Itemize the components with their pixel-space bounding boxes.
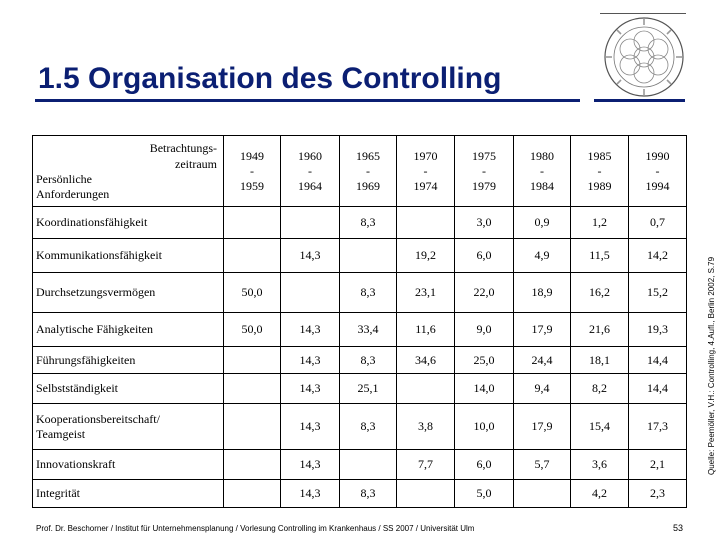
value-cell [224, 347, 281, 374]
value-cell: 3,0 [455, 207, 514, 239]
value-cell: 9,0 [455, 313, 514, 347]
value-cell: 14,3 [281, 404, 340, 450]
value-cell: 14,3 [281, 374, 340, 404]
requirements-table [32, 135, 687, 508]
value-cell [224, 239, 281, 273]
value-cell: 15,4 [571, 404, 629, 450]
period-header-2: 1965 - 1969 [340, 136, 397, 207]
value-cell: 19,2 [397, 239, 455, 273]
corner-header-cell [33, 136, 224, 207]
value-cell: 14,2 [629, 239, 687, 273]
table-row [33, 207, 687, 239]
period-header-7: 1990 - 1994 [629, 136, 687, 207]
value-cell: 14,4 [629, 347, 687, 374]
table-row [33, 404, 687, 450]
value-cell: 8,3 [340, 273, 397, 313]
value-cell: 14,3 [281, 313, 340, 347]
seal-top-line [600, 13, 686, 14]
value-cell: 17,9 [514, 313, 571, 347]
value-cell: 24,4 [514, 347, 571, 374]
requirement-label: Innovationskraft [33, 450, 224, 480]
value-cell: 34,6 [397, 347, 455, 374]
value-cell: 10,0 [455, 404, 514, 450]
value-cell: 16,2 [571, 273, 629, 313]
value-cell [224, 374, 281, 404]
value-cell: 6,0 [455, 450, 514, 480]
requirement-label: Durchsetzungsvermögen [33, 273, 224, 313]
table-row [33, 313, 687, 347]
footer-text: Prof. Dr. Beschorner / Institut für Unternehmensplanung / Vorlesung Controlling im Krankenhaus / SS 2007 / Universität Ulm [36, 524, 475, 533]
value-cell: 8,3 [340, 404, 397, 450]
value-cell: 3,8 [397, 404, 455, 450]
value-cell: 2,1 [629, 450, 687, 480]
value-cell: 9,4 [514, 374, 571, 404]
value-cell: 14,4 [629, 374, 687, 404]
period-header-3: 1970 - 1974 [397, 136, 455, 207]
page-number: 53 [673, 523, 684, 533]
period-header-1: 1960 - 1964 [281, 136, 340, 207]
requirement-label: Kooperationsbereitschaft/ Teamgeist [33, 404, 224, 450]
table-row [33, 273, 687, 313]
table-row [33, 480, 687, 508]
requirement-label: Koordinationsfähigkeit [33, 207, 224, 239]
value-cell: 33,4 [340, 313, 397, 347]
value-cell [397, 207, 455, 239]
value-cell: 11,6 [397, 313, 455, 347]
value-cell: 14,3 [281, 450, 340, 480]
value-cell: 5,7 [514, 450, 571, 480]
value-cell: 8,3 [340, 347, 397, 374]
value-cell: 4,9 [514, 239, 571, 273]
value-cell [224, 404, 281, 450]
value-cell: 5,0 [455, 480, 514, 508]
value-cell: 4,2 [571, 480, 629, 508]
value-cell: 3,6 [571, 450, 629, 480]
period-header-6: 1985 - 1989 [571, 136, 629, 207]
value-cell: 15,2 [629, 273, 687, 313]
value-cell: 23,1 [397, 273, 455, 313]
value-cell: 17,3 [629, 404, 687, 450]
title-underline [35, 99, 580, 102]
period-header-5: 1980 - 1984 [514, 136, 571, 207]
value-cell: 18,9 [514, 273, 571, 313]
university-seal-icon [602, 15, 686, 99]
period-header-4: 1975 - 1979 [455, 136, 514, 207]
value-cell [340, 239, 397, 273]
value-cell [224, 480, 281, 508]
requirements-axis-label: Persönliche Anforderungen [36, 172, 110, 201]
value-cell [340, 450, 397, 480]
value-cell: 19,3 [629, 313, 687, 347]
value-cell: 8,2 [571, 374, 629, 404]
value-cell: 25,0 [455, 347, 514, 374]
seal-underline [594, 99, 685, 102]
value-cell [281, 207, 340, 239]
value-cell: 50,0 [224, 273, 281, 313]
header-row [33, 136, 687, 207]
requirement-label: Integrität [33, 480, 224, 508]
slide-title: 1.5 Organisation des Controlling [38, 62, 502, 95]
value-cell: 50,0 [224, 313, 281, 347]
table-row [33, 374, 687, 404]
period-header-0: 1949 - 1959 [224, 136, 281, 207]
table-row [33, 450, 687, 480]
table-row [33, 347, 687, 374]
value-cell: 0,9 [514, 207, 571, 239]
value-cell: 8,3 [340, 207, 397, 239]
value-cell: 25,1 [340, 374, 397, 404]
period-axis-label: Betrachtungs- zeitraum [149, 141, 217, 171]
value-cell: 6,0 [455, 239, 514, 273]
value-cell: 8,3 [340, 480, 397, 508]
value-cell: 14,0 [455, 374, 514, 404]
value-cell: 1,2 [571, 207, 629, 239]
requirement-label: Analytische Fähigkeiten [33, 313, 224, 347]
value-cell: 18,1 [571, 347, 629, 374]
value-cell [397, 374, 455, 404]
value-cell: 11,5 [571, 239, 629, 273]
value-cell [514, 480, 571, 508]
value-cell [224, 450, 281, 480]
requirement-label: Kommunikationsfähigkeit [33, 239, 224, 273]
requirement-label: Selbstständigkeit [33, 374, 224, 404]
value-cell: 21,6 [571, 313, 629, 347]
value-cell: 2,3 [629, 480, 687, 508]
value-cell: 14,3 [281, 480, 340, 508]
value-cell: 7,7 [397, 450, 455, 480]
table-row [33, 239, 687, 273]
value-cell [224, 207, 281, 239]
requirement-label: Führungsfähigkeiten [33, 347, 224, 374]
value-cell: 22,0 [455, 273, 514, 313]
value-cell: 14,3 [281, 347, 340, 374]
value-cell [281, 273, 340, 313]
value-cell: 0,7 [629, 207, 687, 239]
value-cell: 17,9 [514, 404, 571, 450]
value-cell [397, 480, 455, 508]
source-note: Quelle: Peemöller, V.H.: Controlling, 4.Aufl., Berlin 2002, S.79 [707, 256, 716, 475]
value-cell: 14,3 [281, 239, 340, 273]
